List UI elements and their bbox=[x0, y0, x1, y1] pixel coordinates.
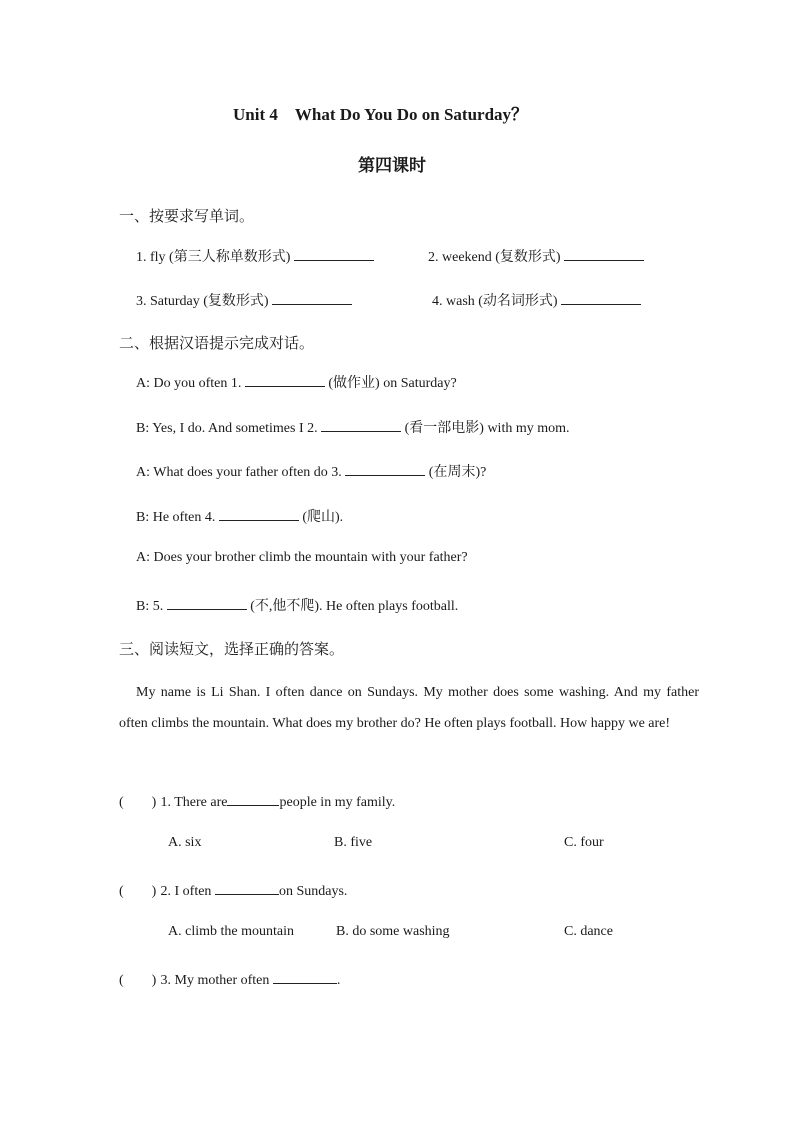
section1-heading: 一、按要求写单词。 bbox=[119, 209, 255, 225]
word-item-1 bbox=[136, 246, 374, 266]
dialogue-text: B: Yes, I do. And sometimes I 2. bbox=[136, 421, 318, 436]
dialogue-line-6 bbox=[136, 595, 458, 615]
word-item-3-text: 3. Saturday (复数形式) bbox=[136, 294, 269, 309]
answer-blank bbox=[227, 793, 279, 806]
answer-parentheses[interactable]: ( ) bbox=[119, 884, 157, 899]
section3-heading: 三、阅读短文，选择正确的答案。 bbox=[119, 642, 345, 658]
answer-blank[interactable] bbox=[167, 597, 247, 610]
option-1c[interactable]: C. four bbox=[564, 835, 604, 850]
section2-heading: 二、根据汉语提示完成对话。 bbox=[119, 336, 315, 352]
dialogue-text: B: 5. bbox=[136, 599, 164, 614]
answer-blank[interactable] bbox=[321, 419, 401, 432]
answer-blank[interactable] bbox=[561, 292, 641, 305]
lesson-subtitle: 第四课时 bbox=[358, 156, 426, 175]
question-text: on Sundays. bbox=[278, 884, 348, 899]
answer-blank[interactable] bbox=[345, 463, 425, 476]
question-text: people in my family. bbox=[279, 795, 396, 810]
answer-blank[interactable] bbox=[219, 508, 299, 521]
page-title: Unit 4 What Do You Do on Saturday？ bbox=[233, 105, 529, 124]
dialogue-text: A: Does your brother climb the mountain with your father? bbox=[136, 550, 468, 565]
dialogue-hint: (在周末)? bbox=[428, 465, 487, 480]
word-item-2 bbox=[428, 246, 644, 266]
question-2 bbox=[119, 880, 347, 900]
answer-blank[interactable] bbox=[272, 292, 352, 305]
dialogue-line-4 bbox=[136, 506, 343, 526]
option-1a[interactable]: A. six bbox=[168, 835, 202, 850]
answer-blank[interactable] bbox=[564, 248, 644, 261]
word-item-2-text: 2. weekend (复数形式) bbox=[428, 250, 561, 265]
word-item-4 bbox=[432, 290, 641, 310]
word-item-3 bbox=[136, 290, 352, 310]
reading-passage: My name is Li Shan. I often dance on Sundays. My mother does some washing. And my father often climbs the mountain. What does my brother do? He often plays football. How happy we are! bbox=[119, 685, 699, 731]
word-item-4-text: 4. wash (动名词形式) bbox=[432, 294, 558, 309]
dialogue-text: B: He often 4. bbox=[136, 510, 216, 525]
option-2c[interactable]: C. dance bbox=[564, 924, 613, 939]
dialogue-hint: (不,他不爬). He often plays football. bbox=[250, 599, 459, 614]
dialogue-text: A: What does your father often do 3. bbox=[136, 465, 342, 480]
dialogue-line-2 bbox=[136, 417, 570, 437]
question-1 bbox=[119, 791, 395, 811]
dialogue-line-1 bbox=[136, 372, 457, 392]
option-2b[interactable]: B. do some washing bbox=[336, 924, 450, 939]
answer-blank[interactable] bbox=[294, 248, 374, 261]
question-3 bbox=[119, 969, 340, 989]
word-item-1-text: 1. fly (第三人称单数形式) bbox=[136, 250, 291, 265]
dialogue-line-3 bbox=[136, 461, 486, 481]
answer-blank bbox=[215, 882, 279, 895]
answer-parentheses[interactable]: ( ) bbox=[119, 795, 157, 810]
dialogue-hint: (看一部电影) with my mom. bbox=[404, 421, 570, 436]
option-1b[interactable]: B. five bbox=[334, 835, 373, 850]
question-text: 1. There are bbox=[160, 795, 228, 810]
question-text: . bbox=[336, 973, 341, 988]
question-text: 3. My mother often bbox=[160, 973, 270, 988]
dialogue-line-5 bbox=[136, 550, 468, 566]
dialogue-hint: (做作业) on Saturday? bbox=[328, 376, 457, 391]
question-text: 2. I often bbox=[160, 884, 212, 899]
answer-blank bbox=[273, 971, 337, 984]
answer-parentheses[interactable]: ( ) bbox=[119, 973, 157, 988]
dialogue-text: A: Do you often 1. bbox=[136, 376, 242, 391]
answer-blank[interactable] bbox=[245, 374, 325, 387]
option-2a[interactable]: A. climb the mountain bbox=[168, 924, 294, 939]
dialogue-hint: (爬山). bbox=[302, 510, 344, 525]
